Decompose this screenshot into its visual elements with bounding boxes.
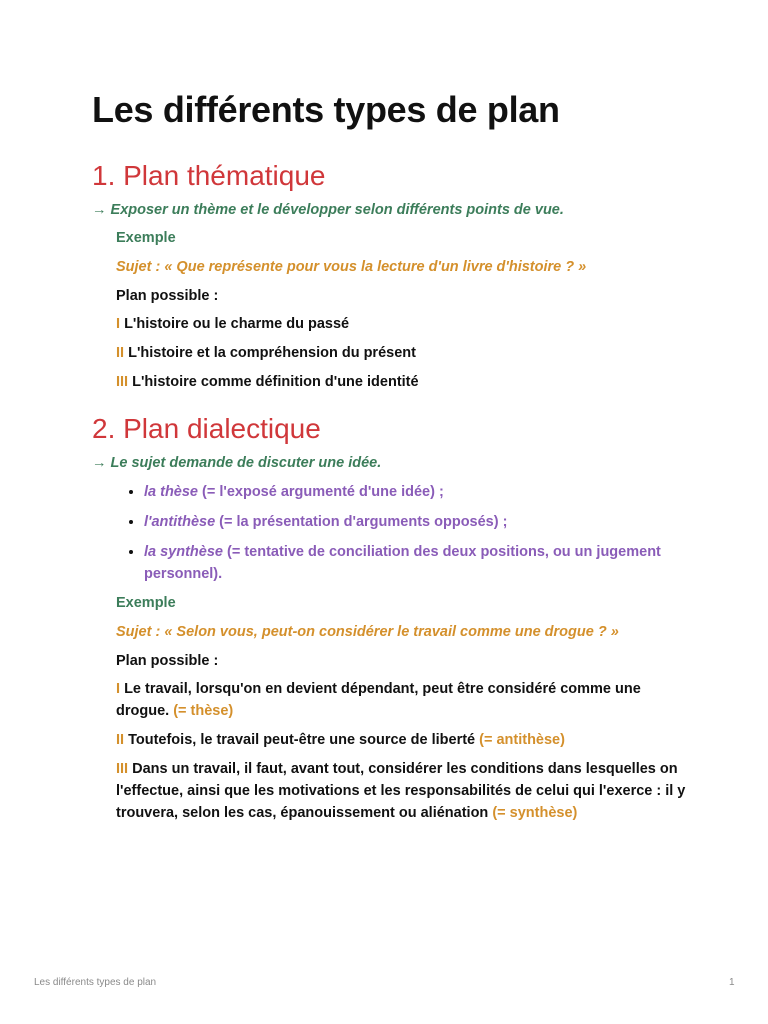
list-item [144, 511, 692, 533]
page-title: Les différents types de plan [92, 89, 560, 130]
example-block [116, 593, 692, 824]
plan-item-text: L'histoire et la compréhension du présent [128, 345, 416, 361]
plan-item [116, 758, 692, 824]
example-label: Exemple [116, 595, 176, 611]
plan-item-number: III [116, 374, 129, 390]
example-block [116, 228, 692, 393]
term: la synthèse [144, 544, 223, 560]
plan-item [116, 313, 692, 335]
example-label: Exemple [116, 230, 176, 246]
plan-item-number: III [116, 761, 129, 777]
bullet-list [92, 481, 692, 585]
sujet-text: Sujet : « Que représente pour vous la lecture d'un livre d'histoire ? » [116, 259, 587, 275]
plan-item-number: I [116, 681, 121, 697]
plan-item [116, 678, 692, 722]
plan-item-text: Toutefois, le travail peut-être une source de liberté [128, 732, 480, 748]
plan-item-number: I [116, 316, 121, 332]
plan-item-number: II [116, 732, 125, 748]
plan-item [116, 342, 692, 364]
plan-item-tag: (= synthèse) [492, 805, 578, 821]
plan-item-number: II [116, 345, 125, 361]
plan-item-tag: (= antithèse) [479, 732, 565, 748]
sujet-text: Sujet : « Selon vous, peut-on considérer le travail comme une drogue ? » [116, 624, 619, 640]
list-item [144, 481, 692, 503]
plan-item-text: Dans un travail, il faut, avant tout, considérer les conditions dans lesquelles on l'effectue, ainsi que les motivations et les responsabilités de celui qui l'exerce : il y trouvera, selon les cas, épanouissement ou aliénation [116, 761, 686, 821]
list-item [144, 541, 692, 585]
term: l'antithèse [144, 514, 216, 530]
footer-title: Les différents types de plan [34, 977, 157, 988]
section-heading-dialectique: 2. Plan dialectique [92, 413, 321, 444]
document-page [92, 84, 692, 824]
section-goal: → Exposer un thème et le développer selon différents points de vue. [92, 202, 564, 218]
section-goal: → Le sujet demande de discuter une idée. [92, 455, 382, 471]
term-desc: (= l'exposé argumenté d'une idée) ; [198, 484, 444, 500]
term: la thèse [144, 484, 198, 500]
page-number: 1 [729, 977, 735, 988]
plan-item-tag: (= thèse) [173, 703, 234, 719]
plan-item-text: Le travail, lorsqu'on en devient dépendant, peut être considéré comme une drogue. [116, 681, 641, 719]
plan-item [116, 371, 692, 393]
term-desc: (= la présentation d'arguments opposés) ; [215, 514, 508, 530]
plan-item-text: L'histoire comme définition d'une identité [132, 374, 419, 390]
plan-label: Plan possible : [116, 653, 219, 669]
plan-item-text: L'histoire ou le charme du passé [124, 316, 350, 332]
plan-item [116, 729, 692, 751]
section-heading-thematique: 1. Plan thématique [92, 160, 326, 191]
plan-label: Plan possible : [116, 288, 219, 304]
term-desc: (= tentative de conciliation des deux positions, ou un jugement personnel). [144, 544, 661, 582]
